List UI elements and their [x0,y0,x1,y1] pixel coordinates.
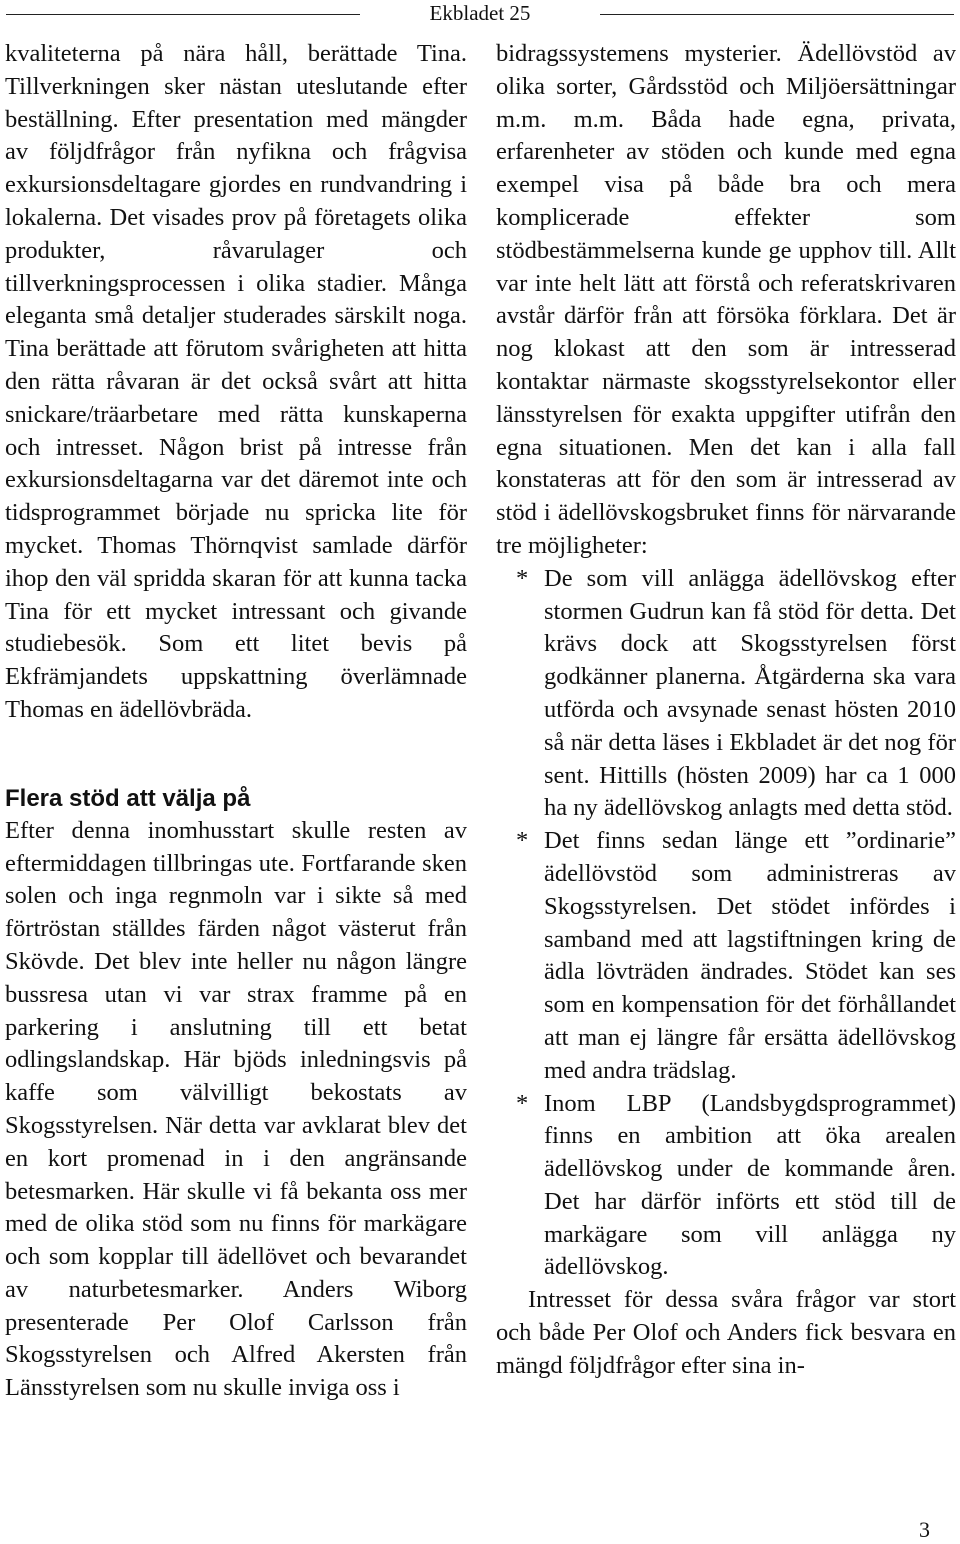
section-heading: Flera stöd att välja på [5,784,251,812]
list-item [496,563,956,825]
list-item [496,825,956,1087]
header-rule-right [600,14,954,15]
list-item-text: De som vill anlägga ädellövskog efter stormen Gudrun kan få stöd för detta. Det krävs dock att Skogsstyrelsen först godkänner planerna. Åtgärderna ska vara utförda och avsynade senast hösten 2010 så när detta läses i Ekbladet är det nog för sent. Hittills (hösten 2009) har ca 1 000 ha ny ädellövskog anlagts med detta stöd. [544,564,956,822]
right-column [496,38,956,1383]
asterisk-marker: * [516,564,529,592]
list-item-text: Det finns sedan länge ett ”ordinarie” ädellövstöd som administreras av Skogsstyrelsen. Det stödet infördes i samband med att lagstiftningen kring de ädla lövträden ändrades. Stödet kan ses som en kompensation för det förhållandet att man ej längre får ersätta ädellövskog med andra trädslag. [544,827,956,1084]
section-gap [5,727,467,783]
list-item [496,1088,956,1285]
left-paragraph-2: Efter denna inomhusstart skulle resten av eftermiddagen tillbringas ute. Fortfarande sken solen och inga regnmoln var i sikte så med förtröstan ställdes färden något västerut från Skövde. Det blev inte heller nu någon längre bussresa utan vi var strax framme på en parkering i anslutning till ett betat odlingslandskap. Här bjöds inledningsvis på kaffe som välvilligt bekostats av Skogsstyrelsen. När detta var avklarat blev det en kort promenad in i den angränsande betesmarken. Här skulle vi få bekanta oss mer med de olika stöd som nu finns för markägare och som kopplar till ädellövet och bevarandet av naturbetesmarker. Anders Wiborg presenterade Per Olof Carlsson från Skogsstyrelsen och Alfred Akersten från Länsstyrelsen som nu skulle inviga oss i [5,816,467,1402]
asterisk-marker: * [516,827,529,855]
right-paragraph-1: bidragssystemens mysterier. Ädellövstöd av olika sorter, Gårdsstöd och Miljöersättningar m.m. m.m. Båda hade egna, privata, erfarenheter av stöden och kunde med egna exempel visa på både bra och mera komplicerade effekter som stödbestämmelserna kunde ge upphov till. Allt var inte helt lätt att förstå och referatskrivaren avstår därför från att försöka förklara. Det är nog klokast att den som är intresserad kontaktar närmaste skogsstyrelsekontor eller länsstyrelsen för exakta uppgifter utifrån den egna situationen. Men det kan i alla fall konstateras att för den som är intresserad av stöd i ädellövskogsbruket finns för närvarande tre möjligheter: [496,40,956,559]
header-rule-left [6,14,360,15]
right-paragraph-2: Intresset för dessa svåra frågor var stort och både Per Olof och Anders fick besvara en mängd följdfrågor efter sina in- [496,1286,956,1379]
support-options-list [496,563,956,1285]
list-item-text: Inom LBP (Landsbygdsprogrammet) finns en ambition att öka arealen ädellövskog under de kommande åren. Det har därför införts ett stöd till de markägare som vill anlägga ny ädellövskog. [544,1089,956,1281]
asterisk-marker: * [516,1089,529,1117]
left-paragraph-1: kvaliteterna på nära håll, berättade Tina. Tillverkningen sker nästan uteslutande efter beställning. Efter presentation med mängder av följdfrågor från nyfikna och frågvisa exkursionsdeltagare gjordes en rundvandring i lokalerna. Det visades prov på företagets olika produkter, råvarulager och tillverkningsprocessen i olika stadier. Många eleganta små detaljer studerades särskilt noga. Tina berättade att förutom svårigheten att hitta den rätta råvaran är det också svårt att hitta snickare/träarbetare med rätta kunskaperna och intresset. Någon brist på intresse från exkursionsdeltagarna var det däremot inte och tidsprogrammet började nu spricka lite för mycket. Thomas Thörnqvist samlade därför ihop den väl spridda skaran för att kunna tacka Tina för ett mycket intressant och givande studiebesök. Som ett litet bevis på Ekfrämjandets uppskattning överlämnade Thomas en ädellövbräda. [5,40,467,723]
publication-title: Ekbladet 25 [429,1,531,25]
left-column [5,38,467,1405]
page-number: 3 [919,1517,930,1542]
